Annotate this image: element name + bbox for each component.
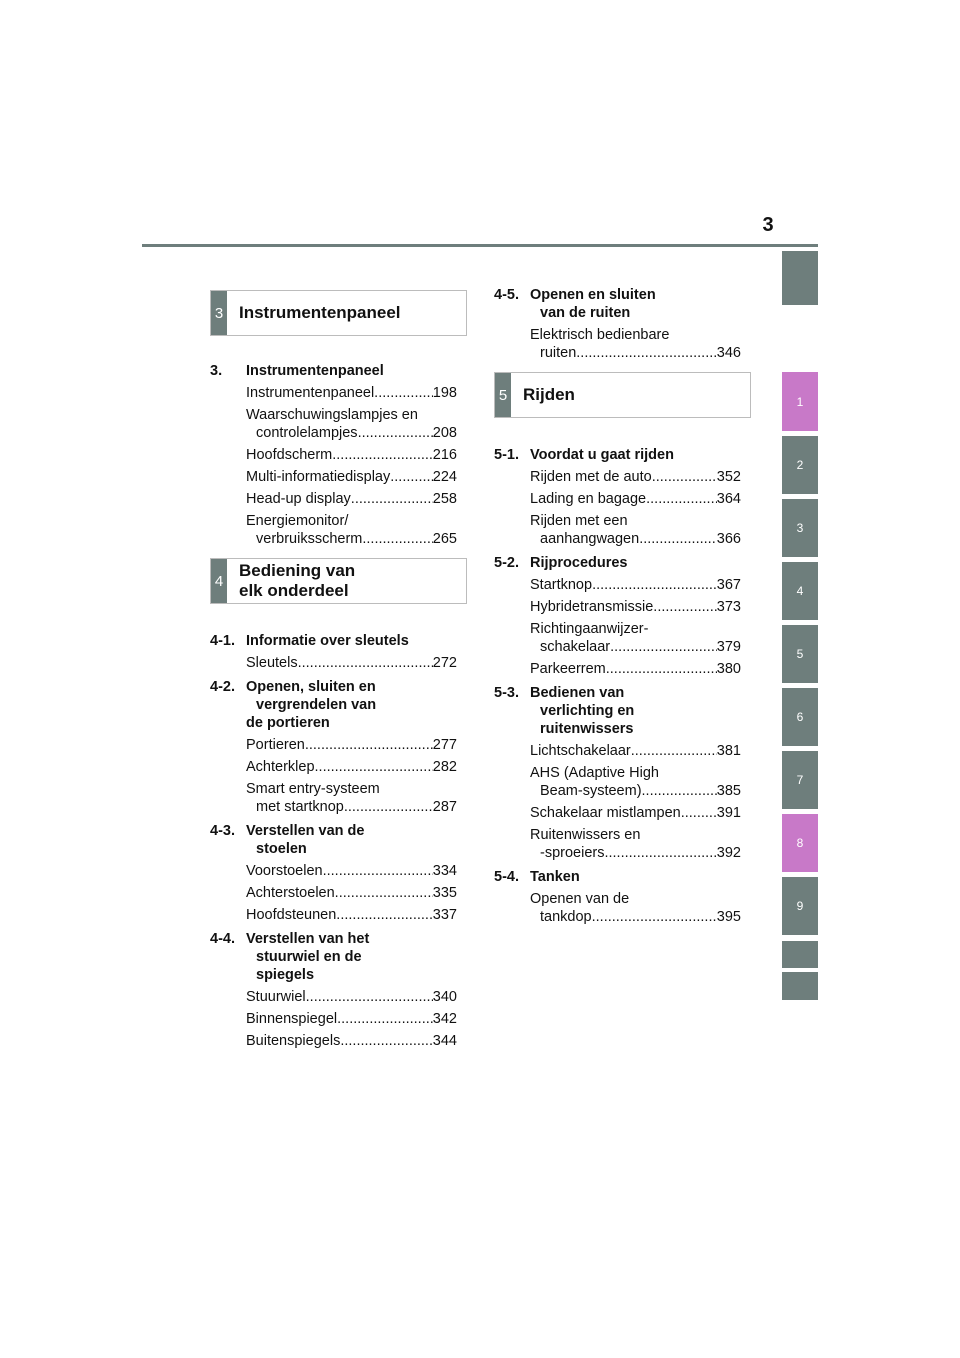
chapter-tab-4[interactable]: 4 xyxy=(782,562,818,620)
toc-entry-title: Energiemonitor/ xyxy=(246,513,349,529)
toc-entry[interactable] xyxy=(530,512,741,548)
toc-entry-page: 352 xyxy=(716,469,741,485)
toc-entry[interactable] xyxy=(246,906,457,924)
toc-entry[interactable] xyxy=(246,862,457,880)
chapter-5-2: 5-2. Rijprocedures xyxy=(494,555,628,571)
section-number: 5 xyxy=(495,373,511,417)
toc-entry[interactable] xyxy=(246,988,457,1006)
toc-entry-page: 282 xyxy=(432,759,457,775)
chapter-3 xyxy=(210,362,470,380)
toc-entry-title: Voorstoelen xyxy=(246,863,323,879)
toc-entry-title: Lading en bagage xyxy=(530,491,647,507)
toc-entry[interactable] xyxy=(530,764,741,800)
leader-dots xyxy=(340,1032,432,1050)
toc-entry[interactable] xyxy=(246,736,457,754)
chapter-tab-7[interactable]: 7 xyxy=(782,751,818,809)
toc-entry[interactable] xyxy=(246,468,457,486)
toc-entry-page: 367 xyxy=(716,577,741,593)
leader-dots xyxy=(298,654,433,672)
entries-4-4 xyxy=(210,988,470,1050)
toc-entry-page: 224 xyxy=(432,469,457,485)
toc-entry-page: 391 xyxy=(716,805,741,821)
toc-entry[interactable] xyxy=(246,512,457,548)
toc-entry-page: 346 xyxy=(716,345,741,361)
toc-entry-title: schakelaar xyxy=(540,639,611,655)
chapter-tab-2[interactable]: 2 xyxy=(782,436,818,494)
entries-5-1 xyxy=(494,468,754,548)
toc-entry-title: Stuurwiel xyxy=(246,989,306,1005)
entries-3 xyxy=(210,384,470,548)
leader-dots xyxy=(639,530,717,548)
leader-dots xyxy=(592,908,717,926)
leader-dots xyxy=(362,530,432,548)
chapter-4-3: 4-3. Verstellen van de stoelen xyxy=(210,823,365,857)
toc-entry[interactable] xyxy=(530,890,741,926)
leader-dots xyxy=(335,884,433,902)
toc-entry[interactable] xyxy=(530,468,741,486)
toc-entry[interactable] xyxy=(246,446,457,464)
entries-5-4 xyxy=(494,890,754,926)
toc-entry-page: 380 xyxy=(716,661,741,677)
section-title: Rijden xyxy=(523,385,575,404)
leader-dots xyxy=(610,638,717,656)
toc-entry[interactable] xyxy=(246,654,457,672)
toc-entry-title: controlelampjes xyxy=(256,425,358,441)
toc-entry[interactable] xyxy=(246,780,457,816)
toc-entry-title: Ruitenwissers en xyxy=(530,827,641,843)
chapter-4-2: 4-2. Openen, sluiten en vergrendelen van de portieren xyxy=(210,679,377,731)
toc-entry[interactable] xyxy=(246,758,457,776)
toc-entry-page: 277 xyxy=(432,737,457,753)
leader-dots xyxy=(332,446,433,464)
leader-dots xyxy=(576,344,717,362)
toc-entry-page: 342 xyxy=(432,1011,457,1027)
toc-entry-title: tankdop xyxy=(540,909,592,925)
toc-entry-page: 335 xyxy=(432,885,457,901)
leader-dots xyxy=(336,906,433,924)
leader-dots xyxy=(358,424,433,442)
toc-entry[interactable] xyxy=(530,660,741,678)
toc-entry-page: 334 xyxy=(432,863,457,879)
entries-5-2 xyxy=(494,576,754,678)
toc-entry-page: 208 xyxy=(432,425,457,441)
toc-entry-title: Schakelaar mistlampen xyxy=(530,805,681,821)
toc-entry-title: Multi-informatiedisplay xyxy=(246,469,391,485)
header-rule xyxy=(142,244,818,247)
leader-dots xyxy=(604,844,716,862)
toc-entry-page: 287 xyxy=(432,799,457,815)
toc-entry-page: 337 xyxy=(432,907,457,923)
leader-dots xyxy=(315,758,433,776)
toc-entry-title: Achterklep xyxy=(246,759,315,775)
toc-entry[interactable] xyxy=(530,804,741,822)
toc-entry-title: Startknop xyxy=(530,577,593,593)
leader-dots xyxy=(653,598,717,616)
toc-entry[interactable] xyxy=(530,826,741,862)
toc-column-right xyxy=(494,287,754,930)
toc-entry-page: 395 xyxy=(716,909,741,925)
toc-entry-title: met startknop xyxy=(256,799,344,815)
toc-entry-title: Achterstoelen xyxy=(246,885,335,901)
toc-entry-title: Lichtschakelaar xyxy=(530,743,631,759)
section-number: 3 xyxy=(211,291,227,335)
section-title: Bediening van elk onderdeel xyxy=(239,561,356,600)
chapter-4-4: 4-4. Verstellen van het stuurwiel en de spiegels xyxy=(210,931,370,983)
toc-entry-title: Head-up display xyxy=(246,491,351,507)
toc-entry-title: Rijden met een xyxy=(530,513,628,529)
toc-entry-title: Richtingaanwijzer- xyxy=(530,621,649,637)
chapter-tab-blank[interactable] xyxy=(782,972,818,1000)
chapter-tab-8[interactable]: 8 xyxy=(782,814,818,872)
toc-entry[interactable] xyxy=(246,490,457,508)
toc-entry-page: 364 xyxy=(716,491,741,507)
toc-entry-page: 272 xyxy=(432,655,457,671)
section-title: Instrumentenpaneel xyxy=(239,303,401,322)
toc-entry-page: 392 xyxy=(716,845,741,861)
leader-dots xyxy=(652,468,717,486)
leader-dots xyxy=(631,742,717,760)
toc-entry-title: Sleutels xyxy=(246,655,298,671)
leader-dots xyxy=(642,782,717,800)
toc-entry[interactable] xyxy=(530,576,741,594)
toc-entry[interactable] xyxy=(246,1032,457,1050)
toc-entry-page: 258 xyxy=(432,491,457,507)
leader-dots xyxy=(351,490,433,508)
chapter-5-4: 5-4. Tanken xyxy=(494,869,580,885)
toc-entry-page: 265 xyxy=(432,531,457,547)
leader-dots xyxy=(306,988,433,1006)
section-number: 4 xyxy=(211,559,227,603)
toc-entry-page: 198 xyxy=(432,385,457,401)
chapter-title: Instrumentenpaneel xyxy=(246,363,384,379)
toc-entry-page: 373 xyxy=(716,599,741,615)
leader-dots xyxy=(390,468,433,486)
toc-entry-title: AHS (Adaptive High xyxy=(530,765,659,781)
toc-entry-title: Buitenspiegels xyxy=(246,1033,341,1049)
entries-4-3 xyxy=(210,862,470,924)
entries-4-1 xyxy=(210,654,470,672)
leader-dots xyxy=(592,576,717,594)
toc-entry-title: Smart entry-systeem xyxy=(246,781,380,797)
toc-entry-title: aanhangwagen xyxy=(540,531,640,547)
toc-entry-page: 340 xyxy=(432,989,457,1005)
chapter-tab-blank[interactable] xyxy=(782,941,818,968)
toc-entry-title: Parkeerrem xyxy=(530,661,606,677)
chapter-tab-blank[interactable] xyxy=(782,251,818,305)
chapter-5-1: 5-1. Voordat u gaat rijden xyxy=(494,447,674,463)
toc-entry-title: Binnenspiegel xyxy=(246,1011,338,1027)
toc-entry-page: 385 xyxy=(716,783,741,799)
toc-entry[interactable] xyxy=(530,490,741,508)
toc-entry[interactable] xyxy=(246,406,457,442)
toc-entry[interactable] xyxy=(246,1010,457,1028)
toc-entry-page: 216 xyxy=(432,447,457,463)
toc-entry[interactable] xyxy=(246,884,457,902)
toc-entry-title: -sproeiers xyxy=(540,845,605,861)
toc-entry[interactable] xyxy=(530,742,741,760)
toc-entry-title: Openen van de xyxy=(530,891,630,907)
chapter-tab-9[interactable]: 9 xyxy=(782,877,818,935)
chapter-number: 3. xyxy=(210,363,223,379)
toc-entry[interactable] xyxy=(530,620,741,656)
leader-dots xyxy=(646,490,717,508)
toc-entry-page: 379 xyxy=(716,639,741,655)
toc-entry-page: 344 xyxy=(432,1033,457,1049)
toc-entry[interactable] xyxy=(530,598,741,616)
toc-entry-title: Beam-systeem) xyxy=(540,783,642,799)
leader-dots xyxy=(337,1010,433,1028)
leader-dots xyxy=(681,804,717,822)
toc-entry-title: Hybridetransmissie xyxy=(530,599,654,615)
page-number: 3 xyxy=(762,214,774,236)
entries-5-3 xyxy=(494,742,754,862)
leader-dots xyxy=(606,660,717,678)
chapter-tab-3[interactable]: 3 xyxy=(782,499,818,557)
toc-entry-title: Rijden met de auto xyxy=(530,469,652,485)
leader-dots xyxy=(305,736,433,754)
section-header-5 xyxy=(494,372,751,418)
toc-entry-title: verbruiksscherm xyxy=(256,531,363,547)
toc-entry-title: Hoofdscherm xyxy=(246,447,333,463)
entries-4-2 xyxy=(210,736,470,816)
toc-entry[interactable] xyxy=(530,326,741,362)
toc-entry-title: ruiten xyxy=(540,345,577,361)
toc-entry-page: 381 xyxy=(716,743,741,759)
chapter-5-3: 5-3. Bedienen van verlichting en ruitenwissers xyxy=(494,685,635,737)
chapter-4-5: 4-5. Openen en sluiten van de ruiten xyxy=(494,287,656,321)
toc-entry-title: Elektrisch bedienbare xyxy=(530,327,670,343)
toc-column-left xyxy=(210,290,470,1054)
leader-dots xyxy=(374,384,433,402)
toc-entry-page: 366 xyxy=(716,531,741,547)
chapter-4-1: 4-1. Informatie over sleutels xyxy=(210,633,409,649)
toc-entry-title: Hoofdsteunen xyxy=(246,907,337,923)
toc-entry-title: Waarschuwingslampjes en xyxy=(246,407,418,423)
section-header-3 xyxy=(210,290,467,336)
chapter-tab-6[interactable]: 6 xyxy=(782,688,818,746)
toc-entry[interactable] xyxy=(246,384,457,402)
leader-dots xyxy=(344,798,433,816)
toc-entry-title: Portieren xyxy=(246,737,305,753)
entries-4-5 xyxy=(494,326,754,362)
chapter-tab-5[interactable]: 5 xyxy=(782,625,818,683)
chapter-tab-1[interactable]: 1 xyxy=(782,372,818,431)
section-header-4 xyxy=(210,558,467,604)
toc-entry-title: Instrumentenpaneel xyxy=(246,385,375,401)
leader-dots xyxy=(323,862,433,880)
